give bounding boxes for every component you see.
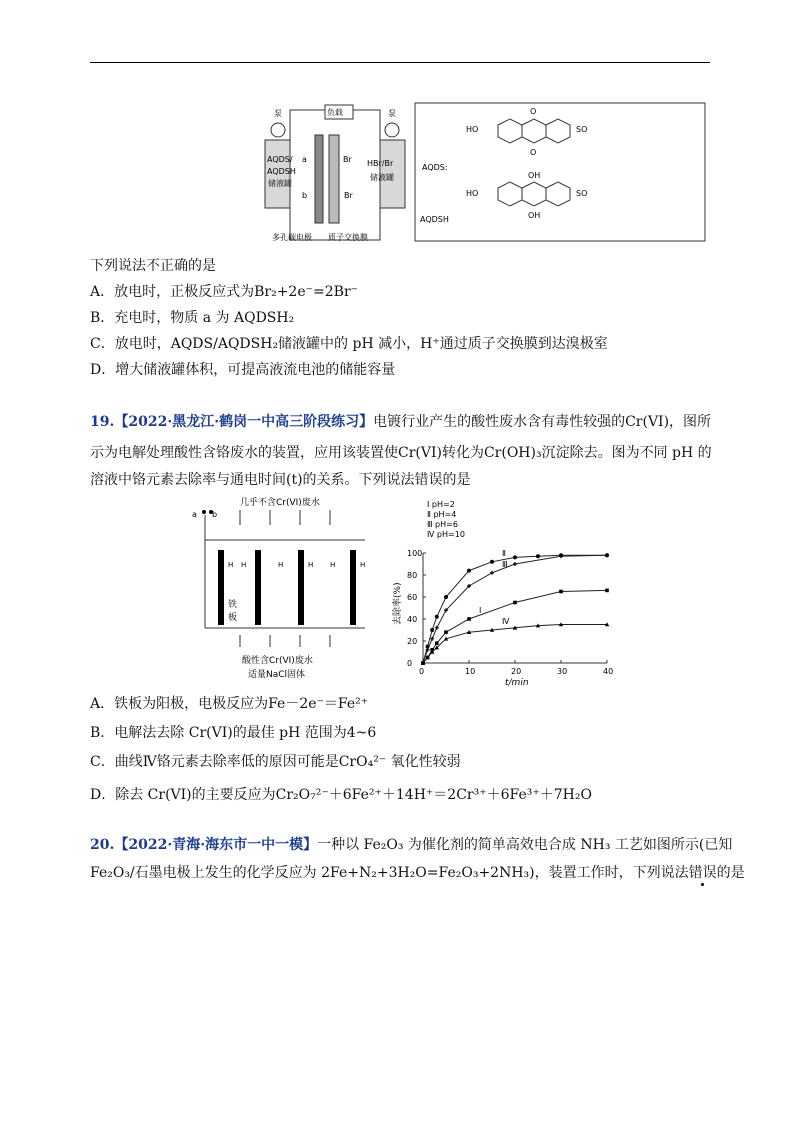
- data-point: [513, 562, 517, 566]
- chart-xlabel: t/min: [505, 678, 529, 688]
- q19-line1-text: 电镀行业产生的酸性废水含有毒性较强的Cr(VI)，图所: [373, 414, 712, 430]
- load-label: 负载: [327, 108, 343, 117]
- q18-option-d: D．增大储液罐体积，可提高液流电池的储能容量: [90, 362, 396, 378]
- data-point: [490, 571, 494, 575]
- x-tick-label: 30: [557, 667, 568, 676]
- porous-electrode-label: 多孔碳电极: [272, 233, 312, 242]
- oh-bottom: OH: [528, 211, 541, 220]
- h2-3: H: [278, 561, 284, 569]
- series-label-IV: Ⅳ: [502, 617, 510, 626]
- q19-line1: [90, 412, 711, 432]
- h2-2: H: [241, 561, 247, 569]
- ho3s-top: HO: [466, 125, 479, 134]
- left-tank-l3: 储液罐: [268, 179, 292, 188]
- h2-4: H: [308, 561, 314, 569]
- h2-6: H: [360, 561, 366, 569]
- data-point: [435, 626, 439, 630]
- oh-top: OH: [528, 171, 541, 180]
- data-point: [467, 617, 471, 621]
- label-a: a: [192, 510, 197, 519]
- q19-source: 【2022·黑龙江·鹤岗一中高三阶段练习】: [114, 414, 374, 430]
- terminal-a: [202, 510, 206, 514]
- q20-line2-b: 的是: [716, 865, 745, 881]
- iron-label-1: 铁: [228, 600, 238, 610]
- data-point: [490, 560, 494, 564]
- label-br2: Br: [343, 155, 352, 164]
- q19-line2: 示为电解处理酸性含铬废水的装置，应用该装置使Cr(VI)转化为Cr(OH)₃沉淀除去。图为不同 pH 的: [90, 445, 712, 461]
- right-tank-l1: HBr/Br: [367, 159, 394, 168]
- series-label-II: Ⅱ: [502, 548, 506, 558]
- series-line-III: [423, 555, 607, 663]
- q18-option-a: A．放电时，正极反应式为Br₂+2e⁻=2Br⁻: [90, 284, 359, 300]
- data-point: [513, 601, 517, 605]
- ho3s-bottom: HO: [466, 189, 479, 198]
- data-point: [430, 637, 434, 641]
- y-tick-label: 40: [407, 615, 418, 624]
- flow-arrows: [240, 510, 330, 647]
- series-line-II: [423, 555, 607, 663]
- series-line-IV: [423, 625, 607, 664]
- aqds-structure: [498, 119, 570, 206]
- left-tank-l1: AQDS/: [267, 155, 293, 164]
- data-point: [467, 569, 471, 573]
- iron-plates: [218, 550, 356, 625]
- q19-line3: 溶液中铬元素去除率与通电时间(t)的关系。下列说法错误的是: [90, 472, 471, 488]
- x-tick-label: 40: [603, 667, 614, 676]
- pump-right: 泵: [388, 109, 396, 118]
- x-tick-label: 10: [465, 667, 476, 676]
- data-point: [430, 628, 434, 632]
- data-point: [444, 630, 448, 634]
- o-bottom: O: [530, 148, 537, 157]
- y-tick-label: 0: [407, 659, 413, 668]
- iron-label-2: 板: [228, 613, 238, 623]
- q19-option-d: D．除去 Cr(VI)的主要反应为Cr₂O₇²⁻＋6Fe²⁺＋14H⁺＝2Cr³⁺＋6Fe³⁺＋7H₂O: [90, 787, 592, 803]
- series-label-III: Ⅲ: [502, 559, 508, 569]
- right-tank-l2: 储液罐: [370, 173, 394, 182]
- header-rule: [90, 62, 710, 63]
- bottom-label-2: 适量NaCl固体: [248, 670, 306, 680]
- q20-line2: [90, 863, 745, 883]
- legend-entry: Ⅱ pH=4: [427, 510, 457, 519]
- q19-option-c: C．曲线Ⅳ铬元素去除率低的原因可能是CrO₄²⁻ 氧化性较弱: [90, 754, 461, 770]
- legend-entry: Ⅰ pH=2: [427, 500, 455, 509]
- y-tick-label: 80: [407, 571, 418, 580]
- h2-5: H: [330, 561, 336, 569]
- data-point: [536, 554, 540, 558]
- q19-option-b: B．电解法去除 Cr(VI)的最佳 pH 范围为4~6: [90, 725, 377, 741]
- aqds-label: AQDS:: [422, 163, 448, 172]
- data-point: [559, 590, 563, 594]
- y-tick-label: 100: [407, 549, 423, 558]
- series-label-I: Ⅰ: [479, 606, 482, 615]
- q18-option-b: B．充电时，物质 a 为 AQDSH₂: [90, 310, 295, 326]
- q20-line1-text: 一种以 Fe₂O₃ 为催化剂的简单高效电合成 NH₃ 工艺如图所示(已知: [317, 837, 733, 853]
- data-point: [444, 595, 448, 599]
- q20-line2-a: Fe₂O₃/石墨电极上发生的化学反应为 2Fe+N₂+3H₂O=Fe₂O₃+2NH₃)，装置工作时，下列说法: [90, 865, 689, 881]
- removal-rate-chart: [385, 495, 625, 690]
- y-tick-label: 20: [407, 637, 418, 646]
- q19-number: 19.: [90, 414, 115, 430]
- label-a: a: [302, 155, 307, 164]
- data-point: [435, 641, 439, 645]
- x-tick-label: 20: [511, 667, 522, 676]
- o-top: O: [530, 107, 537, 116]
- y-tick-label: 60: [407, 593, 418, 602]
- electrolysis-cell: [205, 515, 365, 628]
- left-tank-l2: AQDSH: [267, 167, 296, 176]
- top-label: 几乎不含Cr(VI)废水: [240, 498, 320, 508]
- label-b: b: [212, 510, 218, 519]
- q18-stem: 下列说法不正确的是: [90, 258, 216, 274]
- electrolysis-figure: [180, 495, 400, 685]
- h2-1: H: [228, 561, 234, 569]
- label-brminus: Br: [344, 191, 353, 200]
- q18-option-c: C．放电时，AQDS/AQDSH₂储液罐中的 pH 减小，H⁺通过质子交换膜到达溴极室: [90, 336, 608, 352]
- pump-left: 泵: [274, 109, 282, 118]
- bottom-label-1: 酸性含Cr(VI)废水: [242, 656, 313, 666]
- proton-membrane-label: 质子交换膜: [328, 233, 368, 242]
- data-point: [605, 589, 609, 593]
- so3h-top: SO: [576, 125, 588, 134]
- so3h-bottom: SO: [576, 189, 588, 198]
- molecule-panel: [415, 103, 705, 241]
- data-point: [513, 555, 517, 559]
- q20-emphasis: 错误: [688, 865, 717, 881]
- chart-ylabel: 去除率(%): [393, 582, 403, 625]
- x-tick-label: 0: [419, 667, 425, 676]
- legend-entry: Ⅳ pH=10: [427, 530, 465, 539]
- q20-line1: [90, 835, 732, 855]
- flow-battery-figure: [230, 100, 710, 245]
- aqdsh2-label: AQDSH: [420, 215, 449, 224]
- label-b: b: [302, 191, 308, 200]
- data-point: [435, 615, 439, 619]
- legend-entry: Ⅲ pH=6: [427, 520, 458, 529]
- q20-number: 20.: [90, 837, 115, 853]
- q20-source: 【2022·青海·海东市一中一模】: [114, 837, 318, 853]
- q19-option-a: A．铁板为阳极，电极反应为Fe－2e⁻＝Fe²⁺: [90, 696, 369, 712]
